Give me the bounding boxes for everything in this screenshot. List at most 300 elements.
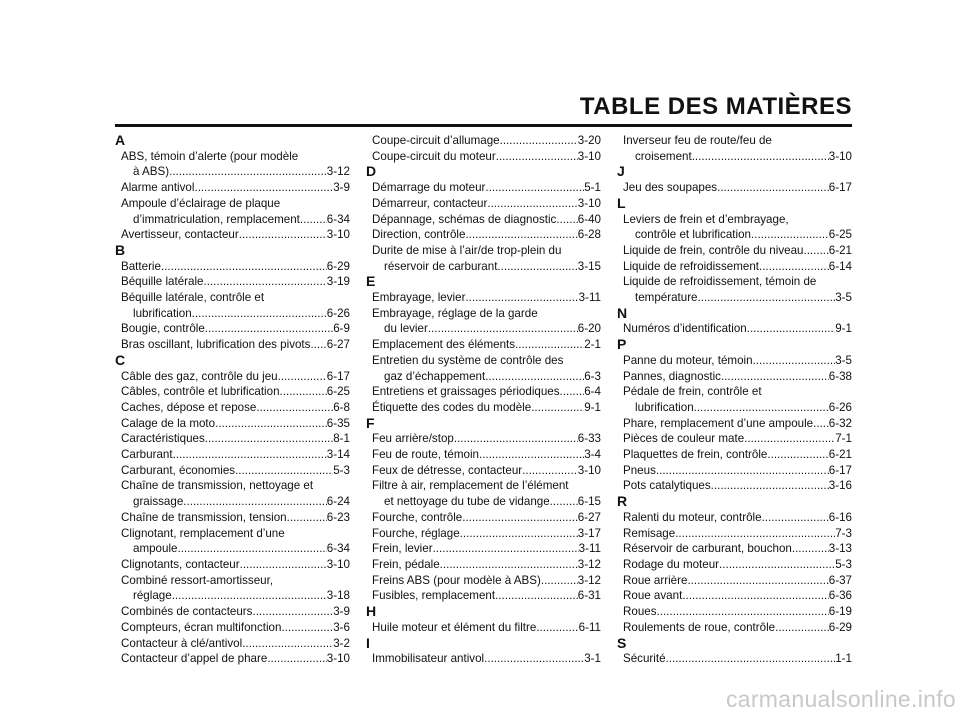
dot-leader <box>536 620 578 636</box>
index-entry <box>617 526 852 542</box>
dot-leader <box>694 400 829 416</box>
index-letter-heading: N <box>617 304 628 321</box>
dot-leader <box>267 651 326 667</box>
index-entry-text: Sécurité <box>623 652 666 666</box>
index-entry <box>115 588 350 604</box>
dot-leader <box>479 447 584 463</box>
dot-leader <box>172 588 327 604</box>
index-entry-text: Entretiens et graissages périodiques <box>372 385 560 399</box>
index-letter-heading: I <box>366 634 370 651</box>
index-entry <box>115 620 350 636</box>
dot-leader <box>744 431 835 447</box>
index-entry <box>366 526 601 542</box>
dot-leader <box>278 369 327 385</box>
index-entry-text: Roue arrière <box>623 573 688 587</box>
index-entry <box>366 133 601 149</box>
dot-leader <box>169 164 327 180</box>
index-entry-text: Carburant <box>121 448 173 462</box>
dot-leader <box>692 149 829 165</box>
watermark: carmanualsonline.info <box>725 686 956 712</box>
index-entry-page: 7-3 <box>835 526 852 540</box>
index-entry <box>366 494 601 510</box>
index-entry-page: 5-3 <box>835 557 852 571</box>
index-entry-first-line: Embrayage, réglage de la garde <box>372 306 538 320</box>
dot-leader <box>300 212 327 228</box>
index-entry-page: 3-10 <box>326 557 350 571</box>
dot-leader <box>762 510 829 526</box>
dot-leader <box>495 588 578 604</box>
index-entry <box>366 384 601 400</box>
dot-leader <box>803 243 828 259</box>
index-entry-first-line: Combiné ressort-amortisseur, <box>121 573 274 587</box>
index-entry-first-line: Durite de mise à l’air/de trop-plein du <box>372 243 562 257</box>
index-entry <box>366 337 601 353</box>
index-entry <box>115 321 350 337</box>
index-entry-text: Caractéristiques <box>121 432 205 446</box>
index-entry-page: 6-26 <box>326 306 350 320</box>
index-entry-page: 6-25 <box>828 228 852 242</box>
index-entry-page: 3-10 <box>577 196 601 210</box>
index-entry <box>115 212 350 228</box>
index-entry <box>617 557 852 573</box>
index-entry <box>617 463 852 479</box>
index-entry-text: Roue avant <box>623 589 683 603</box>
index-entry <box>617 321 852 337</box>
index-entry-page: 3-4 <box>584 448 601 462</box>
index-entry-page: 3-15 <box>577 259 601 273</box>
index-entry-text: Feux de détresse, contacteur <box>372 463 523 477</box>
index-entry <box>617 243 852 259</box>
index-entry <box>366 227 601 243</box>
index-entry <box>115 259 350 275</box>
index-entry-page: 6-31 <box>577 589 601 603</box>
index-entry-text: gaz d’échappement <box>384 369 486 383</box>
index-letter-heading: F <box>366 414 375 431</box>
dot-leader <box>666 651 836 667</box>
dot-leader <box>717 180 829 196</box>
index-entry-page: 6-23 <box>326 510 350 524</box>
index-entry <box>366 557 601 573</box>
index-entry-text: réglage <box>133 589 172 603</box>
index-entry <box>617 259 852 275</box>
index-letter-heading: H <box>366 603 377 620</box>
index-entry <box>366 196 601 212</box>
index-entry-page: 3-10 <box>577 463 601 477</box>
index-entry-page: 6-33 <box>577 432 601 446</box>
index-entry-text: Roulements de roue, contrôle <box>623 620 776 634</box>
index-entry-page: 6-20 <box>577 322 601 336</box>
index-entry-page: 9-1 <box>584 400 601 414</box>
index-entry-text: Liquide de refroidissement <box>623 259 759 273</box>
index-entry-text: Phare, remplacement d’une ampoule <box>623 416 814 430</box>
index-entry <box>366 290 601 306</box>
index-entry-text: Pannes, diagnostic <box>623 369 721 383</box>
index-entry-page: 6-27 <box>326 338 350 352</box>
index-letter-heading: L <box>617 194 626 211</box>
dot-leader <box>751 227 829 243</box>
index-entry-page: 3-5 <box>835 353 852 367</box>
index-entry-page: 6-26 <box>828 400 852 414</box>
index-entry <box>617 541 852 557</box>
index-entry-page: 5-1 <box>584 181 601 195</box>
dot-leader <box>454 431 578 447</box>
dot-leader <box>256 400 333 416</box>
dot-leader <box>747 321 836 337</box>
dot-leader <box>252 604 333 620</box>
index-entry-text: Carburant, économies <box>121 463 236 477</box>
index-entry-page: 3-14 <box>326 448 350 462</box>
index-entry-text: Fourche, contrôle <box>372 510 463 524</box>
dot-leader <box>485 369 584 385</box>
dot-leader <box>675 526 835 542</box>
index-entry-text: ampoule <box>133 542 178 556</box>
index-entry <box>366 651 601 667</box>
index-entry-page: 6-4 <box>584 385 601 399</box>
index-entry-page: 6-37 <box>828 573 852 587</box>
index-entry-page: 3-9 <box>333 605 350 619</box>
index-letter-heading: C <box>115 351 126 368</box>
index-entry-page: 7-1 <box>835 432 852 446</box>
index-entry-text: Alarme antivol <box>121 181 195 195</box>
index-entry-page: 6-11 <box>578 620 601 634</box>
index-entry-page: 6-24 <box>326 495 350 509</box>
index-entry <box>115 651 350 667</box>
index-entry-text: lubrification <box>133 306 192 320</box>
index-entry-text: Coupe-circuit du moteur <box>372 149 496 163</box>
index-entry <box>366 620 601 636</box>
dot-leader <box>205 431 333 447</box>
dot-leader <box>205 321 333 337</box>
dot-leader <box>497 259 577 275</box>
index-entry-text: Pneus <box>623 463 656 477</box>
index-entry-first-line: ABS, témoin d’alerte (pour modèle <box>121 149 299 163</box>
index-entry-page: 3-10 <box>577 149 601 163</box>
index-entry-text: Emplacement des éléments <box>372 338 516 352</box>
index-entry-text: Panne du moteur, témoin <box>623 353 753 367</box>
index-entry-text: Feu de route, témoin <box>372 448 479 462</box>
index-entry-text: Bras oscillant, lubrification des pivots <box>121 338 311 352</box>
index-entry-text: Compteurs, écran multifonction <box>121 620 282 634</box>
dot-leader <box>485 180 584 196</box>
dot-leader <box>465 227 577 243</box>
index-entry-text: Ralenti du moteur, contrôle <box>623 510 762 524</box>
index-entry <box>617 353 852 369</box>
index-entry-page: 3-9 <box>333 181 350 195</box>
index-entry-text: à ABS) <box>133 165 170 179</box>
index-entry <box>115 510 350 526</box>
index-entry <box>115 557 350 573</box>
index-letter-heading: P <box>617 336 627 353</box>
dot-leader <box>711 478 829 494</box>
dot-leader <box>792 541 829 557</box>
index-entry-text: Démarrage du moteur <box>372 181 486 195</box>
dot-leader <box>460 526 578 542</box>
index-entry-text: Caches, dépose et repose <box>121 400 257 414</box>
index-entry-page: 6-28 <box>577 228 601 242</box>
index-column-3 <box>617 133 852 667</box>
index-entry <box>366 447 601 463</box>
index-entry-text: Fourche, réglage <box>372 526 460 540</box>
index-letter-heading: B <box>115 241 126 258</box>
index-entry-text: Câble des gaz, contrôle du jeu <box>121 369 278 383</box>
index-entry <box>366 510 601 526</box>
index-entry <box>366 463 601 479</box>
index-entry-page: 6-16 <box>828 510 852 524</box>
index-entry-page: 6-15 <box>577 495 601 509</box>
index-entry-page: 3-16 <box>828 479 852 493</box>
index-entry-first-line: Ampoule d’éclairage de plaque <box>121 196 281 210</box>
index-entry <box>617 620 852 636</box>
index-entry-text: Huile moteur et élément du filtre <box>372 620 537 634</box>
dot-leader <box>487 196 577 212</box>
index-entry-text: Jeu des soupapes <box>623 181 718 195</box>
index-entry <box>617 227 852 243</box>
dot-leader <box>560 384 585 400</box>
index-entry-page: 6-40 <box>577 212 601 226</box>
dot-leader <box>183 494 327 510</box>
index-entry-text: Numéros d’identification <box>623 322 747 336</box>
dot-leader <box>428 321 578 337</box>
index-entry <box>617 478 852 494</box>
index-entry-page: 6-29 <box>326 259 350 273</box>
index-entry-page: 3-10 <box>326 652 350 666</box>
index-entry-page: 6-29 <box>828 620 852 634</box>
index-entry-text: et nettoyage du tube de vidange <box>384 495 550 509</box>
index-entry-text: Contacteur d’appel de phare <box>121 652 268 666</box>
index-entry-page: 6-35 <box>326 416 350 430</box>
index-entry-text: Embrayage, levier <box>372 291 466 305</box>
index-entry-page: 6-19 <box>828 605 852 619</box>
index-entry-text: Béquille latérale <box>121 275 204 289</box>
dot-leader <box>433 541 579 557</box>
index-entry-page: 3-17 <box>577 526 601 540</box>
index-entry-first-line: Clignotant, remplacement d’une <box>121 526 285 540</box>
index-entry-page: 6-38 <box>828 369 852 383</box>
index-entry <box>366 573 601 589</box>
index-entry-first-line: Liquide de refroidissement, témoin de <box>623 275 817 289</box>
index-entry <box>617 416 852 432</box>
index-entry-page: 3-12 <box>326 165 350 179</box>
index-entry <box>617 604 852 620</box>
dot-leader <box>177 541 326 557</box>
index-entry-text: Avertisseur, contacteur <box>121 228 239 242</box>
index-entry-text: d’immatriculation, remplacement <box>133 212 300 226</box>
index-entry-text: Pots catalytiques <box>623 479 711 493</box>
index-entry-text: Dépannage, schémas de diagnostic <box>372 212 557 226</box>
index-entry <box>115 431 350 447</box>
index-entry-page: 6-36 <box>828 589 852 603</box>
index-entry <box>115 180 350 196</box>
index-entry-text: Rodage du moteur <box>623 557 720 571</box>
index-letter-heading: E <box>366 273 376 290</box>
index-letter-heading: R <box>617 493 628 510</box>
index-entry-page: 6-21 <box>828 243 852 257</box>
index-entry <box>366 369 601 385</box>
index-entry-page: 6-17 <box>828 463 852 477</box>
index-entry <box>617 180 852 196</box>
index-letter-heading: D <box>366 163 377 180</box>
dot-leader <box>204 274 327 290</box>
index-entry-first-line: Pédale de frein, contrôle et <box>623 385 762 399</box>
index-entry-page: 9-1 <box>835 322 852 336</box>
index-entry <box>366 149 601 165</box>
dot-leader <box>767 447 828 463</box>
index-entry <box>617 290 852 306</box>
dot-leader <box>173 447 327 463</box>
index-column-2 <box>366 133 601 667</box>
index-entry-text: Chaîne de transmission, tension <box>121 510 287 524</box>
dot-leader <box>161 259 327 275</box>
index-entry <box>617 573 852 589</box>
index-entry-page: 6-14 <box>828 259 852 273</box>
index-entry-first-line: Entretien du système de contrôle des <box>372 353 564 367</box>
index-entry-page: 3-19 <box>326 275 350 289</box>
index-entry-text: température <box>635 291 698 305</box>
index-entry-text: croisement <box>635 149 692 163</box>
index-entry <box>115 400 350 416</box>
index-entry-page: 3-20 <box>577 134 601 147</box>
index-entry-text: du levier <box>384 322 428 336</box>
index-entry <box>115 636 350 652</box>
dot-leader <box>556 212 577 228</box>
index-entry-text: Freins ABS (pour modèle à ABS) <box>372 573 541 587</box>
dot-leader <box>719 557 835 573</box>
dot-leader <box>281 620 333 636</box>
index-entry-page: 3-13 <box>828 542 852 556</box>
index-entry-page: 6-9 <box>333 322 350 336</box>
index-entry-page: 2-1 <box>584 338 601 352</box>
index-entry <box>115 337 350 353</box>
index-entry-text: Contacteur à clé/antivol <box>121 636 243 650</box>
index-entry-first-line: Inverseur feu de route/feu de <box>623 134 772 147</box>
index-entry <box>115 447 350 463</box>
dot-leader <box>465 290 578 306</box>
dot-leader <box>194 180 333 196</box>
dot-leader <box>215 416 327 432</box>
index-entry <box>366 541 601 557</box>
index-entry-page: 3-1 <box>584 652 601 666</box>
dot-leader <box>484 651 584 667</box>
index-entry-text: Démarreur, contacteur <box>372 196 488 210</box>
index-entry-text: Plaquettes de frein, contrôle <box>623 448 768 462</box>
index-entry-first-line: Béquille latérale, contrôle et <box>121 291 265 305</box>
index-entry <box>115 227 350 243</box>
dot-leader <box>239 227 327 243</box>
index-entry-text: Bougie, contrôle <box>121 322 205 336</box>
dot-leader <box>287 510 327 526</box>
index-entry-first-line: Leviers de frein et d’embrayage, <box>623 212 789 226</box>
index-entry-first-line: Chaîne de transmission, nettoyage et <box>121 479 314 493</box>
index-entry <box>115 604 350 620</box>
dot-leader <box>235 463 333 479</box>
dot-leader <box>240 557 327 573</box>
dot-leader <box>531 400 584 416</box>
index-entry <box>617 149 852 165</box>
index-entry-text: contrôle et lubrification <box>635 228 751 242</box>
index-entry-text: Batterie <box>121 259 161 273</box>
dot-leader <box>192 306 327 322</box>
index-entry <box>617 447 852 463</box>
dot-leader <box>775 620 829 636</box>
index-entry-text: Frein, pédale <box>372 557 440 571</box>
index-entry-text: Fusibles, remplacement <box>372 589 496 603</box>
dot-leader <box>550 494 578 510</box>
index-entry-page: 6-21 <box>828 448 852 462</box>
index-entry-text: Direction, contrôle <box>372 228 466 242</box>
index-entry <box>115 164 350 180</box>
index-entry <box>617 369 852 385</box>
index-entry-text: lubrification <box>635 400 694 414</box>
index-entry-page: 6-32 <box>828 416 852 430</box>
index-entry <box>366 321 601 337</box>
dot-leader <box>657 604 829 620</box>
index-entry <box>115 274 350 290</box>
index-entry-text: graissage <box>133 495 184 509</box>
index-entry <box>617 400 852 416</box>
index-entry-text: Réservoir de carburant, bouchon <box>623 542 792 556</box>
index-entry <box>366 259 601 275</box>
index-entry <box>115 369 350 385</box>
dot-leader <box>500 133 578 149</box>
index-entry-text: Feu arrière/stop <box>372 432 454 446</box>
dot-leader <box>813 416 829 432</box>
dot-leader <box>656 463 829 479</box>
index-entry-text: Liquide de frein, contrôle du niveau <box>623 243 804 257</box>
index-entry-page: 6-27 <box>577 510 601 524</box>
dot-leader <box>515 337 584 353</box>
index-entry-text: Frein, levier <box>372 542 433 556</box>
index-entry-text: réservoir de carburant <box>384 259 498 273</box>
index-entry <box>617 651 852 667</box>
index-entry <box>366 431 601 447</box>
index-letter-heading: S <box>617 634 627 651</box>
index-entry <box>115 463 350 479</box>
index-entry-first-line: Filtre à air, remplacement de l’élément <box>372 479 569 493</box>
index-entry <box>366 588 601 604</box>
dot-leader <box>496 149 578 165</box>
index-entry-page: 3-6 <box>333 620 350 634</box>
index-entry-page: 3-10 <box>326 228 350 242</box>
index-letter-heading: A <box>115 132 126 148</box>
index-entry-page: 3-11 <box>578 542 601 556</box>
index-entry-page: 3-10 <box>828 149 852 163</box>
index-entry-text: Pièces de couleur mate <box>623 432 745 446</box>
index-entry-text: Immobilisateur antivol <box>372 652 485 666</box>
index-entry <box>115 494 350 510</box>
dot-leader <box>759 259 829 275</box>
index-entry <box>366 180 601 196</box>
dot-leader <box>280 384 327 400</box>
index-entry-page: 6-25 <box>326 385 350 399</box>
index-entry-page: 6-34 <box>326 542 350 556</box>
dot-leader <box>462 510 578 526</box>
index-entry <box>115 384 350 400</box>
dot-leader <box>698 290 836 306</box>
dot-leader <box>682 588 828 604</box>
index-entry <box>617 588 852 604</box>
index-entry <box>115 416 350 432</box>
dot-leader <box>687 573 828 589</box>
dot-leader <box>753 353 836 369</box>
dot-leader <box>440 557 578 573</box>
index-entry-page: 1-1 <box>835 652 852 666</box>
dot-leader <box>721 369 829 385</box>
index-entry-page: 6-17 <box>326 369 350 383</box>
index-entry-page: 3-5 <box>835 291 852 305</box>
dot-leader <box>242 636 333 652</box>
index-entry-text: Combinés de contacteurs <box>121 605 253 619</box>
index-entry <box>366 212 601 228</box>
